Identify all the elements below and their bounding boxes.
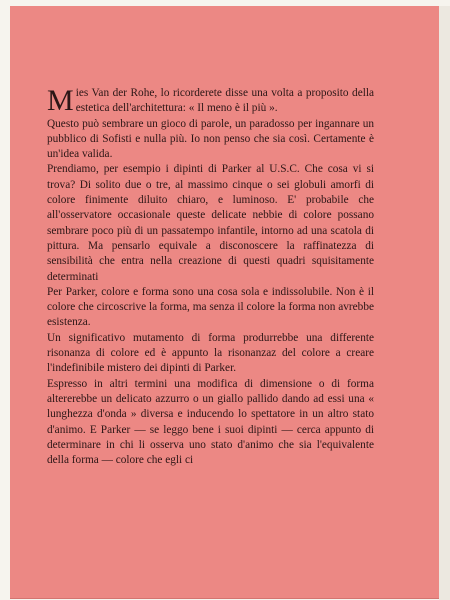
paragraph-5: Un significativo mutamento di forma produrrebbe una differente risonanza di colore ed è appunto la risonanzaz del colore a creare l'indefinibile mistero dei dipinti di Parker. bbox=[47, 331, 374, 375]
paragraph-4: Per Parker, colore e forma sono una cosa sola e indissolubile. Non è il colore che circoscrive la forma, ma senza il colore la forma non avrebbe esistenza. bbox=[47, 285, 374, 329]
page-edge bbox=[439, 6, 450, 600]
paragraph-3: Prendiamo, per esempio i dipinti di Parker al U.S.C. Che cosa vi si trova? Di solito due o tre, al massimo cinque o sei globuli amorfi di colore finimente diluito chiaro, e luminoso. E' probabile che all'osservatore occasionale queste delicate nebbie di colore possano sembrare poco più di un passatempo infantile, intorno ad una scatola di pittura. Ma pensarlo equivale a disconoscere la raffinatezza di sensibilità che entra nella creazione di questi quadri squisitamente determinati bbox=[47, 163, 374, 283]
paragraph-6: Espresso in altri termini una modifica di dimensione o di forma altererebbe un delicato azzurro o un giallo pallido dando ad essi una « lunghezza d'onda » diversa e inducendo lo spettatore in un altro stato d'animo. E Parker — se leggo bene i suoi dipinti — cerca appunto di determinare in chi li osserva uno stato d'animo che sia l'equivalente della forma — colore che egli ci bbox=[47, 377, 374, 467]
paragraph-1 bbox=[47, 86, 374, 117]
drop-cap: M bbox=[47, 84, 74, 117]
paragraph-2: Questo può sembrare un gioco di parole, un paradosso per ingannare un pubblico di Sofisti e nulla più. Io non penso che sia così. Certamente è un'idea valida. bbox=[47, 117, 374, 161]
paragraph-1-text: ies Van der Rohe, lo ricorderete disse una volta a proposito della estetica dell'architettura: « Il meno è il più ». bbox=[75, 87, 374, 115]
body-text bbox=[47, 86, 374, 468]
